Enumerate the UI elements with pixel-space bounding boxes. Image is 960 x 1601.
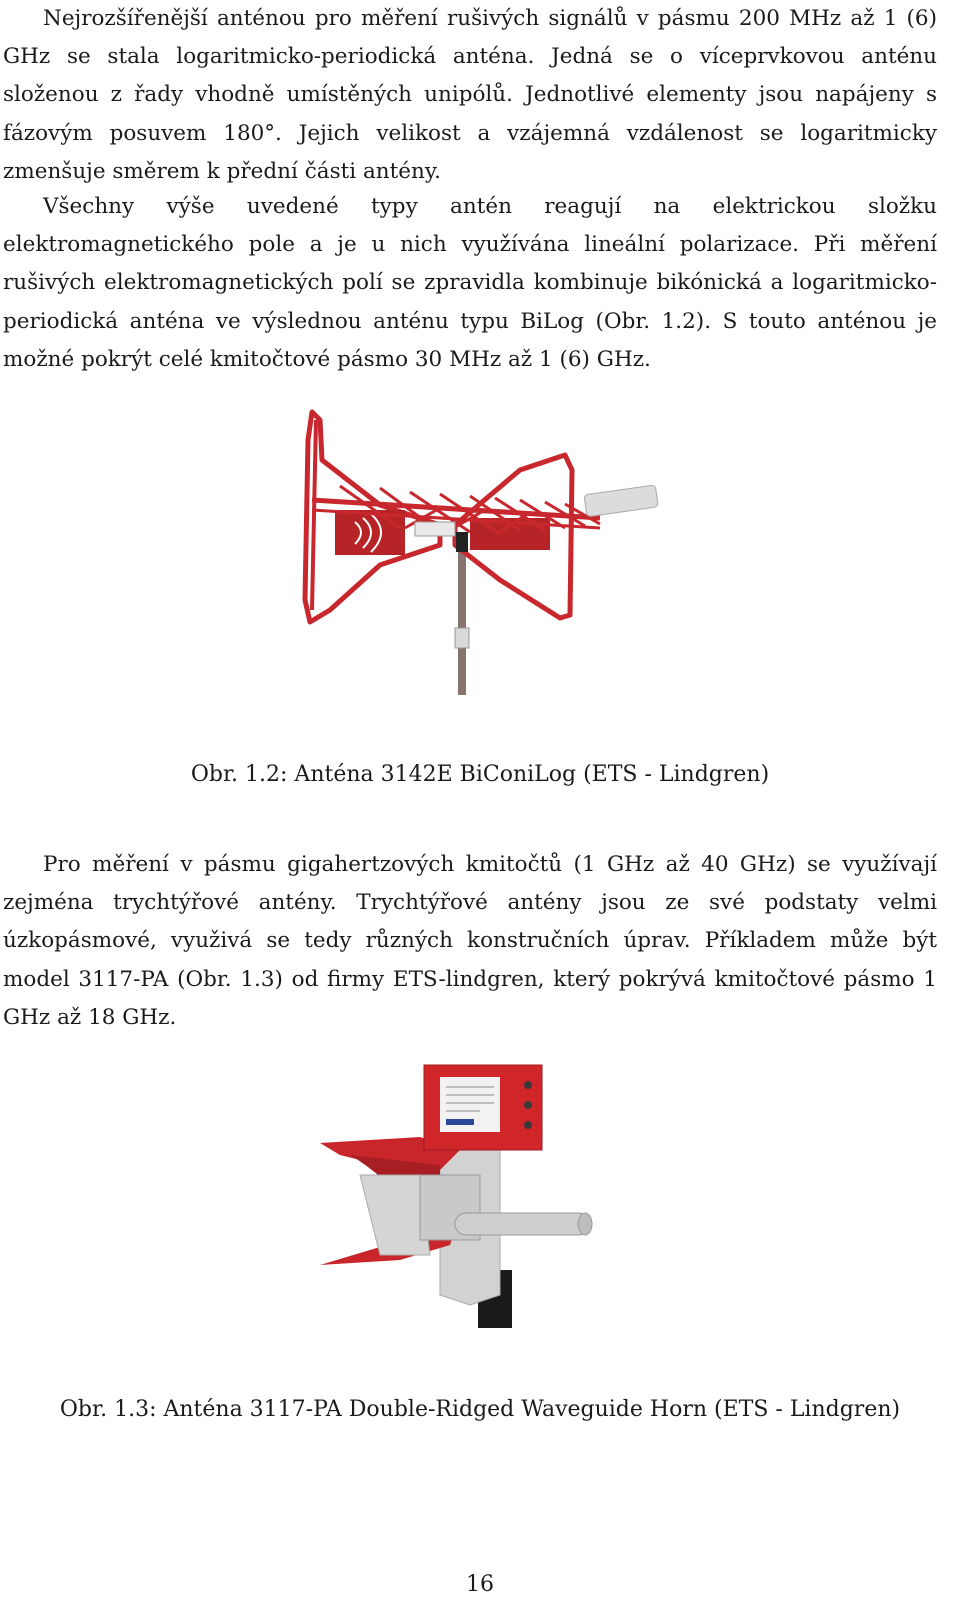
paragraph-text: Všechny výše uvedené typy antén reagují na elektrickou složku elektromagnetického pole a je u nich využívána lineální polarizace. Při měření rušivých elektromagnetických polí se zpravidla kombinuje bikónická a logaritmicko-periodická anténa ve výslednou anténu typu BiLog (Obr. 1.2). S touto anténou je možné pokrýt celé kmitočtové pásmo 30 MHz až 1 (6) GHz. — [3, 194, 937, 372]
antenna-mount — [456, 532, 468, 552]
paragraph-bilog — [3, 188, 937, 379]
figure-horn-antenna — [0, 1055, 960, 1330]
paragraph-text: Pro měření v pásmu gigahertzových kmitočtů (1 GHz až 40 GHz) se využívají zejména trychtýřové antény. Trychtýřové antény jsou ze své podstaty velmi úzkopásmové, využivá se tedy různých konstručních úprav. Příkladem může být model 3117-PA (Obr. 1.3) od firmy ETS-lindgren, který pokrývá kmitočtové pásmo 1 GHz až 18 GHz. — [3, 852, 937, 1030]
figure-caption-1-3: Obr. 1.3: Anténa 3117-PA Double-Ridged Waveguide Horn (ETS - Lindgren) — [59, 1397, 901, 1422]
mast-clamp — [455, 628, 469, 648]
figure-caption-1-2: Obr. 1.2: Anténa 3142E BiConiLog (ETS - Lindgren) — [190, 762, 770, 787]
horn-support-arm — [455, 1213, 590, 1235]
paragraph-horn — [3, 846, 937, 1037]
antenna-feed-connector — [415, 522, 455, 536]
box-connector — [524, 1081, 532, 1089]
antenna-end-cap — [584, 485, 658, 517]
page-number: 16 — [466, 1572, 494, 1597]
figure-biconilog — [0, 400, 960, 700]
antenna-mast — [458, 540, 466, 695]
paragraph-text: Nejrozšířenější anténou pro měření rušivých signálů v pásmu 200 MHz až 1 (6) GHz se stala logaritmicko-periodická anténa. Jedná se o víceprvkovou anténu složenou z řady vhodně umístěných unipólů. Jednotlivé elementy jsou napájeny s fázovým posuvem 180°. Jejich velikost a vzájemná vzdálenost se logaritmicky zmenšuje směrem k přední části antény. — [3, 6, 937, 184]
biconilog-antenna-image — [0, 400, 960, 700]
horn-antenna-image — [0, 1055, 960, 1330]
paragraph-logperiodic — [3, 0, 937, 191]
